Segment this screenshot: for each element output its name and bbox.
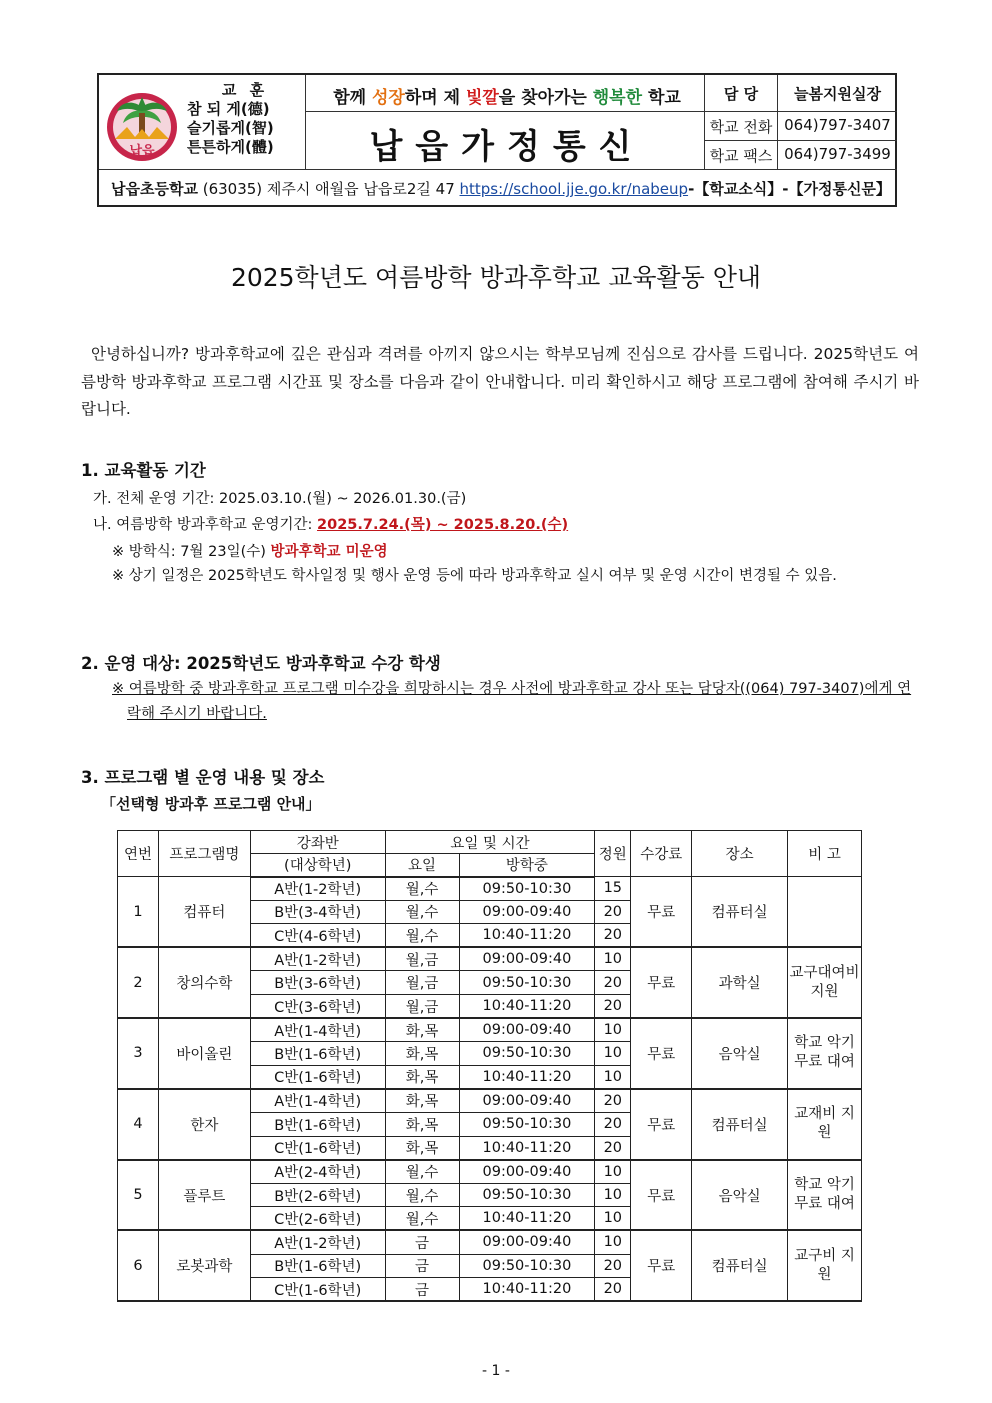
class-target: A반(1-2학년) — [250, 877, 385, 901]
school-slogan: 함께 성장하며 제 빛깔을 찾아가는 행복한 학교 — [333, 88, 681, 108]
class-time: 09:50-10:30 — [459, 1112, 595, 1136]
header-fee: 수강료 — [631, 831, 692, 877]
class-day: 월,수 — [385, 877, 459, 901]
class-time: 10:40-11:20 — [459, 1278, 595, 1302]
program-guide-subheading: 「선택형 방과후 프로그램 안내」 — [101, 795, 321, 813]
class-target: C반(4-6학년) — [250, 924, 385, 948]
program-fee: 무료 — [631, 1018, 692, 1089]
class-capacity: 10 — [595, 1183, 631, 1207]
class-target: A반(1-2학년) — [250, 947, 385, 971]
class-time: 09:00-09:40 — [459, 947, 595, 971]
class-time: 10:40-11:20 — [459, 924, 595, 948]
program-group — [118, 1018, 862, 1089]
class-time: 10:40-11:20 — [459, 994, 595, 1018]
fax-value: 064)797-3499 — [784, 145, 891, 163]
program-place: 음악실 — [692, 1160, 788, 1231]
program-fee: 무료 — [631, 877, 692, 948]
class-capacity: 10 — [595, 947, 631, 971]
section-3-heading: 3. 프로그램 별 운영 내용 및 장소 — [81, 768, 325, 787]
class-capacity: 10 — [595, 1207, 631, 1231]
class-capacity: 20 — [595, 971, 631, 995]
program-table — [117, 830, 862, 1302]
phone-label: 학교 전화 — [709, 118, 773, 136]
program-place: 과학실 — [692, 947, 788, 1018]
class-capacity: 20 — [595, 1278, 631, 1302]
class-target: A반(1-2학년) — [250, 1230, 385, 1254]
program-group — [118, 1230, 862, 1301]
class-capacity: 10 — [595, 1018, 631, 1042]
class-time: 09:50-10:30 — [459, 971, 595, 995]
class-time: 09:00-09:40 — [459, 1230, 595, 1254]
class-day: 금 — [385, 1254, 459, 1278]
class-target: C반(1-6학년) — [250, 1136, 385, 1160]
class-target: B반(2-6학년) — [250, 1183, 385, 1207]
class-day: 화,목 — [385, 1042, 459, 1066]
class-capacity: 20 — [595, 900, 631, 924]
header-program: 프로그램명 — [158, 831, 250, 877]
class-target: A반(1-4학년) — [250, 1018, 385, 1042]
newsletter-title: 납읍가정통신 — [369, 127, 645, 167]
program-note: 학교 악기 무료 대여 — [788, 1018, 862, 1089]
newsletter-header — [97, 73, 897, 207]
class-day: 화,목 — [385, 1136, 459, 1160]
program-name: 플루트 — [158, 1160, 250, 1231]
class-capacity: 10 — [595, 1042, 631, 1066]
table-row — [118, 1160, 862, 1184]
class-capacity: 20 — [595, 1136, 631, 1160]
program-place: 컴퓨터실 — [692, 877, 788, 948]
class-day: 화,목 — [385, 1018, 459, 1042]
header-target: (대상학년) — [250, 854, 385, 877]
summer-period: 나. 여름방학 방과후학교 운영기간: 2025.7.24.(목) ~ 2025.8.20.(수) — [93, 517, 569, 533]
header-place: 장소 — [692, 831, 788, 877]
class-time: 09:50-10:30 — [459, 877, 595, 901]
schedule-change-note: ※ 상기 일정은 2025학년도 학사일정 및 행사 운영 등에 따라 방과후학교 실시 여부 및 운영 시간이 변경될 수 있음. — [112, 568, 837, 584]
program-number: 2 — [118, 947, 159, 1018]
program-group — [118, 877, 862, 948]
program-note: 교재비 지원 — [788, 1089, 862, 1160]
program-name: 컴퓨터 — [158, 877, 250, 948]
class-time: 10:40-11:20 — [459, 1207, 595, 1231]
class-capacity: 20 — [595, 1254, 631, 1278]
class-day: 월,수 — [385, 1160, 459, 1184]
class-time: 09:50-10:30 — [459, 1042, 595, 1066]
program-group — [118, 1160, 862, 1231]
program-name: 바이올린 — [158, 1018, 250, 1089]
class-time: 09:50-10:30 — [459, 1254, 595, 1278]
class-day: 월,금 — [385, 971, 459, 995]
program-fee: 무료 — [631, 1160, 692, 1231]
class-time: 09:50-10:30 — [459, 1183, 595, 1207]
class-day: 화,목 — [385, 1065, 459, 1089]
program-place: 음악실 — [692, 1018, 788, 1089]
program-number: 1 — [118, 877, 159, 948]
header-daytime: 요일 및 시간 — [385, 831, 595, 854]
class-day: 월,수 — [385, 1183, 459, 1207]
class-target: B반(3-4학년) — [250, 900, 385, 924]
document-title: 2025학년도 여름방학 방과후학교 교육활동 안내 — [230, 263, 762, 292]
class-day: 월,금 — [385, 994, 459, 1018]
class-target: B반(1-6학년) — [250, 1254, 385, 1278]
table-row — [118, 1018, 862, 1042]
school-website-link[interactable]: https://school.jje.go.kr/nabeup — [459, 180, 689, 198]
program-note: 교구비 지원 — [788, 1230, 862, 1301]
header-note: 비 고 — [788, 831, 862, 877]
school-address-line: 납읍초등학교 (63035) 제주시 애월읍 납읍로2길 47 https://school.jje.go.kr/nabeup-【학교소식】-【가정통신문】 — [111, 180, 891, 198]
class-target: C반(1-6학년) — [250, 1065, 385, 1089]
fax-label: 학교 팩스 — [709, 147, 773, 165]
header-time: 방학중 — [459, 854, 595, 877]
header-day: 요일 — [385, 854, 459, 877]
svg-text:납읍: 납읍 — [129, 144, 155, 159]
class-target: C반(2-6학년) — [250, 1207, 385, 1231]
program-name: 로봇과학 — [158, 1230, 250, 1301]
class-target: C반(3-6학년) — [250, 994, 385, 1018]
class-capacity: 20 — [595, 994, 631, 1018]
manager-label: 담 당 — [723, 85, 759, 103]
school-motto: 교 훈 참 되 게(德) 슬기롭게(智) 튼튼하게(體) — [187, 81, 274, 156]
program-place: 컴퓨터실 — [692, 1089, 788, 1160]
table-row — [118, 877, 862, 901]
class-day: 월,수 — [385, 924, 459, 948]
program-number: 5 — [118, 1160, 159, 1231]
class-day: 월,수 — [385, 900, 459, 924]
class-time: 09:00-09:40 — [459, 900, 595, 924]
table-row — [118, 1230, 862, 1254]
program-group — [118, 947, 862, 1018]
class-capacity: 20 — [595, 1112, 631, 1136]
program-name: 창의수학 — [158, 947, 250, 1018]
program-note — [788, 877, 862, 948]
class-target: A반(1-4학년) — [250, 1089, 385, 1113]
program-note: 학교 악기 무료 대여 — [788, 1160, 862, 1231]
class-time: 09:00-09:40 — [459, 1160, 595, 1184]
class-day: 화,목 — [385, 1112, 459, 1136]
class-day: 월,금 — [385, 947, 459, 971]
program-number: 3 — [118, 1018, 159, 1089]
closing-ceremony-note: ※ 방학식: 7월 23일(수) 방과후학교 미운영 — [112, 544, 388, 560]
class-time: 10:40-11:20 — [459, 1136, 595, 1160]
table-row — [118, 947, 862, 971]
intro-paragraph: 안녕하십니까? 방과후학교에 깊은 관심과 격려를 아끼지 않으시는 학부모님께 진심으로 감사를 드립니다. 2025학년도 여름방학 방과후학교 프로그램 시간표 및 장소를 다음과 같이 안내합니다. 미리 확인하시고 해당 프로그램에 참여해 주시기 바랍니다. — [81, 345, 919, 418]
class-target: C반(1-6학년) — [250, 1278, 385, 1302]
program-fee: 무료 — [631, 1089, 692, 1160]
program-number: 6 — [118, 1230, 159, 1301]
class-target: B반(1-6학년) — [250, 1042, 385, 1066]
program-name: 한자 — [158, 1089, 250, 1160]
program-place: 컴퓨터실 — [692, 1230, 788, 1301]
class-time: 10:40-11:20 — [459, 1065, 595, 1089]
section-2-heading: 2. 운영 대상: 2025학년도 방과후학교 수강 학생 — [81, 654, 441, 673]
class-day: 금 — [385, 1278, 459, 1302]
class-capacity: 10 — [595, 1160, 631, 1184]
school-logo-icon — [105, 83, 179, 165]
section-1-heading: 1. 교육활동 기간 — [81, 461, 206, 480]
class-time: 09:00-09:40 — [459, 1089, 595, 1113]
page-number: - 1 - — [482, 1363, 510, 1379]
class-time: 09:00-09:40 — [459, 1018, 595, 1042]
header-no: 연번 — [118, 831, 159, 877]
opt-out-note: ※ 여름방학 중 방과후학교 프로그램 미수강을 희망하시는 경우 사전에 방과후학교 강사 또는 담당자((064) 797-3407)에게 연락해 주시기 바랍니다. — [112, 681, 912, 722]
total-period: 가. 전체 운영 기간: 2025.03.10.(월) ~ 2026.01.30.(금) — [93, 491, 467, 507]
class-capacity: 20 — [595, 924, 631, 948]
class-day: 화,목 — [385, 1089, 459, 1113]
program-fee: 무료 — [631, 947, 692, 1018]
program-group — [118, 1089, 862, 1160]
header-capacity: 정원 — [595, 831, 631, 877]
program-note: 교구대여비 지원 — [788, 947, 862, 1018]
class-target: B반(1-6학년) — [250, 1112, 385, 1136]
class-day: 월,수 — [385, 1207, 459, 1231]
table-row — [118, 1089, 862, 1113]
class-capacity: 10 — [595, 1065, 631, 1089]
class-target: B반(3-6학년) — [250, 971, 385, 995]
program-number: 4 — [118, 1089, 159, 1160]
manager-value: 늘봄지원실장 — [794, 85, 881, 103]
header-class: 강좌반 — [250, 831, 385, 854]
class-target: A반(2-4학년) — [250, 1160, 385, 1184]
class-capacity: 15 — [595, 877, 631, 901]
class-capacity: 10 — [595, 1230, 631, 1254]
class-capacity: 20 — [595, 1089, 631, 1113]
class-day: 금 — [385, 1230, 459, 1254]
phone-value: 064)797-3407 — [784, 116, 891, 134]
program-fee: 무료 — [631, 1230, 692, 1301]
